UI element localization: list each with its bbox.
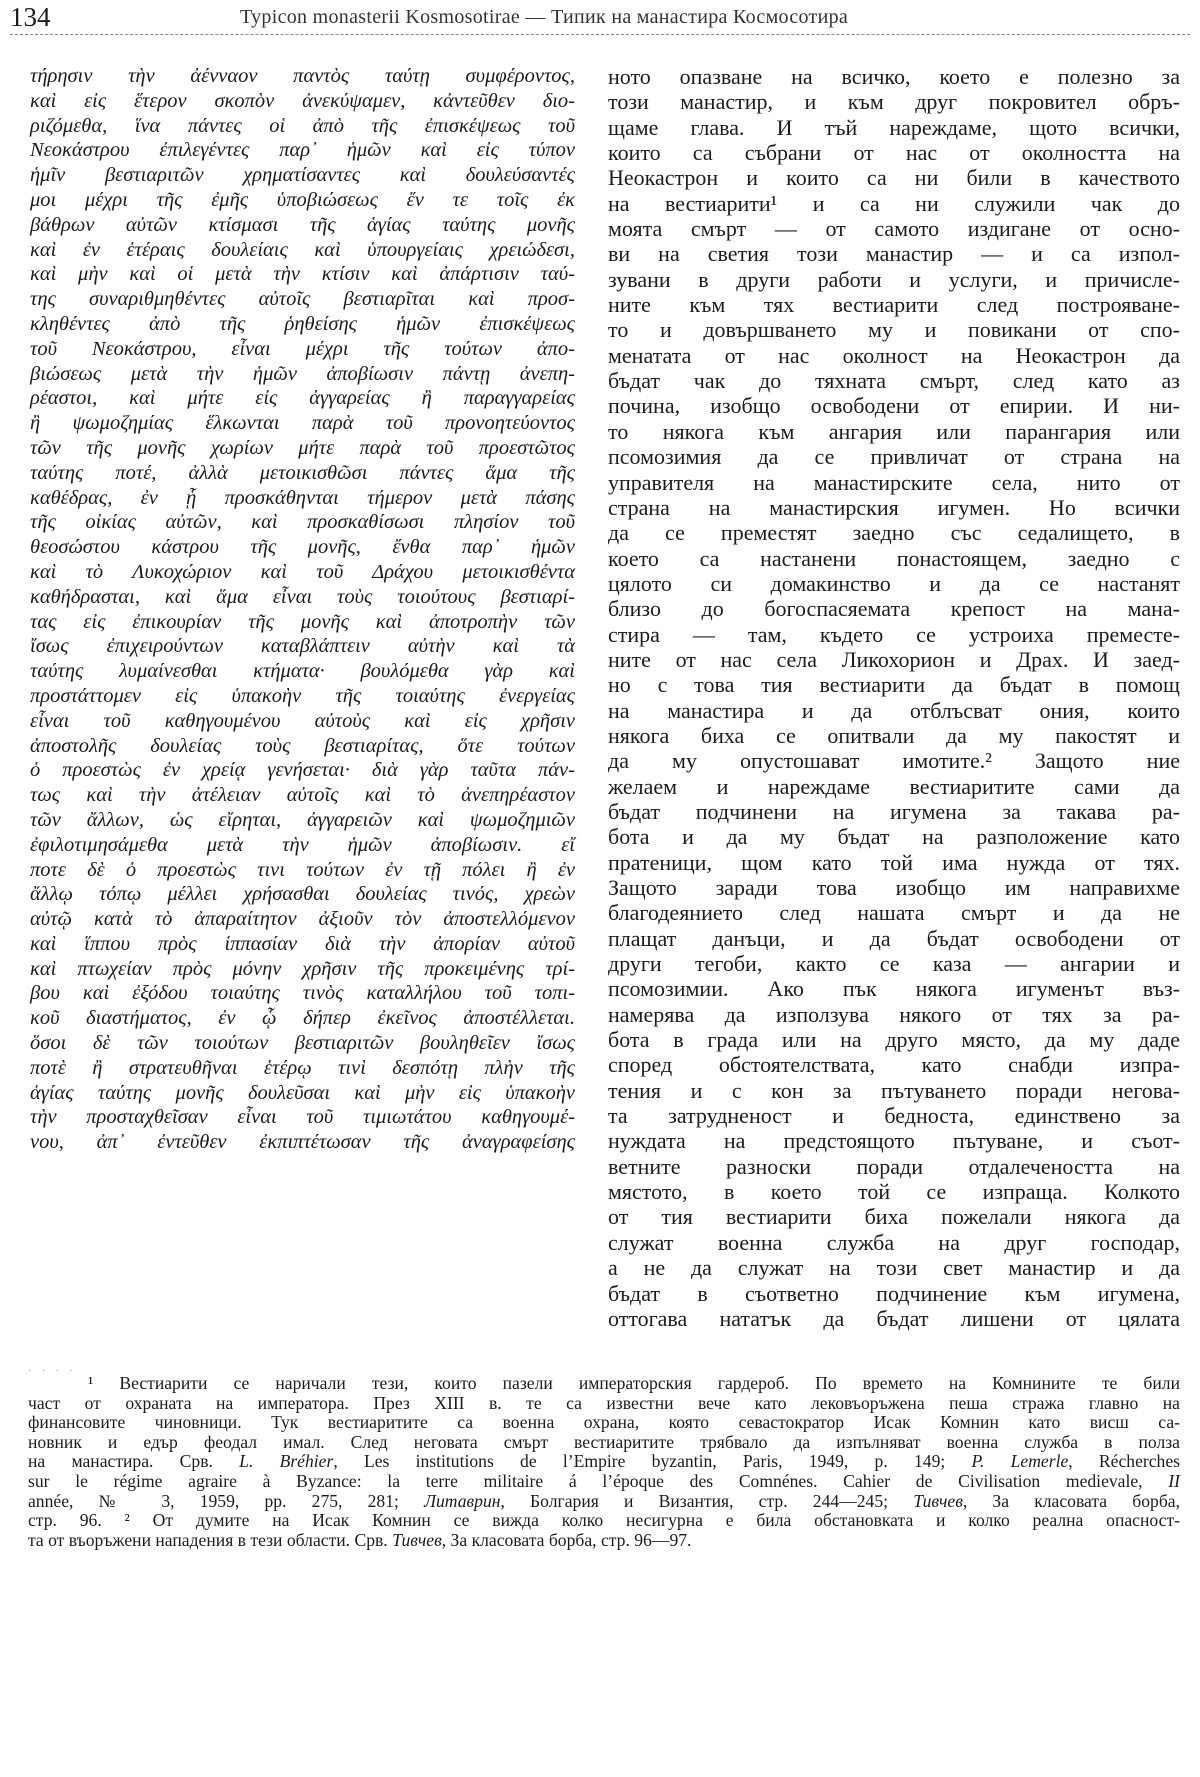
footnotes: [28, 1374, 1180, 1550]
text-line: бъдат чак до тяхната смърт, след като аз: [608, 368, 1180, 394]
text-line: ви на светия този манастир — и са изпол-: [608, 241, 1180, 267]
text-line: някога биха се опитвали да му пакостят и: [608, 722, 1180, 748]
bulgarian-translation-column: [608, 64, 1180, 1331]
text-line: ἁγίας ταύτης μονῆς δουλεῦσαι καὶ μὴν εἰς ὑπακοὴν: [30, 1081, 575, 1104]
text-line: τως καὶ τὴν ἀτέλειαν αὐτοῖς καὶ τὸ ἀνεπηρέαστον: [30, 784, 575, 807]
footnote-line: [28, 1433, 1180, 1453]
text-line: благодеянието след нашата смърт и да не: [608, 900, 1180, 926]
greek-text-column: [30, 64, 575, 1155]
text-line: τῶν ἄλλων, ὡς εἴρηται, ἀγγαρειῶν καὶ ψωμοζημιῶν: [30, 808, 575, 831]
text-line: други тегоби, както се каза — ангарии и: [608, 951, 1180, 977]
text-line: θεοσώστου κάστρου τῆς μονῆς, ἔνθα παρ᾽ ἡμῶν: [30, 536, 575, 559]
text-line: ното опазване на всичко, което е полезно за: [608, 64, 1180, 89]
footnote-italic-citation: P. Lemerle: [971, 1451, 1069, 1472]
text-line: μοι μέχρι τῆς ἐμῆς ὑποβιώσεως ἔν τε τοῖς ἐκ: [30, 188, 575, 211]
text-line: βιώσεως μετὰ τὴν ἡμῶν ἀποβίωσιν πάντῃ ἀνεπη-: [30, 362, 575, 385]
text-line: псомозимия да се привличат от страна на: [608, 444, 1180, 470]
text-line: служат военна служба на друг господар,: [608, 1229, 1180, 1255]
footnote-text: финансовите чиновници. Тук вестиаритите са военна охрана, която севастократор Исак Комнин като висш са-: [28, 1412, 1180, 1433]
text-line: бота и да му бъдат на разположение като: [608, 824, 1180, 850]
page-number: 134: [10, 2, 51, 32]
text-line: ρέαστοι, καὶ μήτε εἰς ἀγγαρείας ἢ παραγγαρείας: [30, 387, 575, 410]
text-line: но с това тия вестиарити да бъдат в помощ: [608, 672, 1180, 698]
footnote-text: стр. 96. ² От думите на Исак Комнин се вижда колко несигурна е била обстановката и колко реална опасност-: [28, 1510, 1180, 1531]
text-line: καὶ ἐν ἑτέραις δουλείαις καὶ ὑπουργείαις χρειώδεσι,: [30, 238, 575, 261]
text-line: то някога към ангария или парангария или: [608, 418, 1180, 444]
text-line: βάθρων αὐτῶν κτίσμασι τῆς ἁγίας ταύτης μονῆς: [30, 213, 575, 236]
text-line: да се преместят заедно със седалището, в: [608, 520, 1180, 546]
footnote-line: [28, 1511, 1180, 1531]
text-line: ἄλλῳ τόπῳ μέλλει χρήσασθαι δουλείας τινός, χρεὼν: [30, 883, 575, 906]
footnote-separator: · · · ·: [28, 1366, 77, 1377]
footnote-italic-citation: Литаврин: [424, 1490, 501, 1511]
text-line: на вестиарити¹ и са ни служили чак до: [608, 190, 1180, 216]
footnote-text: , За класовата борба,: [962, 1490, 1180, 1511]
footnote-line: [28, 1452, 1180, 1472]
text-line: καὶ ἵππου πρὸς ἱππασίαν διὰ τὴν ἀπορίαν αὐτοῦ: [30, 932, 575, 955]
footnote-italic-citation: II: [1168, 1470, 1180, 1491]
text-line: καὶ πτωχείαν πρὸς μόνην χρῆσιν τῆς προκειμένης τρί-: [30, 957, 575, 980]
text-line: което са настанени понастоящем, заедно с: [608, 545, 1180, 571]
text-line: цялото си домакинство и да се настанят: [608, 570, 1180, 596]
header-rule: [10, 34, 1190, 35]
text-line: ἴσως ἐπιχειρούντων καταβλάπτειν αὐτὴν καὶ τὰ: [30, 635, 575, 658]
text-line: καθέδρας, ἐν ᾗ προσκάθηνται τήμερον μετὰ πάσης: [30, 486, 575, 509]
text-line: ἀποστολῆς δουλείας τοὺς βεστιαρίτας, ὅτε τούτων: [30, 734, 575, 757]
footnote-line: [28, 1472, 1180, 1492]
text-line: ните към тях вестиарити след построяване-: [608, 292, 1180, 318]
text-line: щаме глава. И тъй нареждаме, щото всички,: [608, 114, 1180, 140]
text-line: страна на манастирския игумен. Но всички: [608, 494, 1180, 520]
text-line: тения и с кон за пътуването поради негова-: [608, 1077, 1180, 1103]
footnote-italic-citation: Тивчев: [392, 1529, 442, 1550]
text-line: βου καὶ ἐξόδου τοιαύτης τινὸς καταλλήλου τοῦ τοπι-: [30, 982, 575, 1005]
text-line: καὶ εἰς ἕτερον σκοπὸν ἀνεκύψαμεν, κἀντεῦθεν διο-: [30, 89, 575, 112]
footnote-line: [28, 1492, 1180, 1512]
text-line: καὶ τὸ Λυκοχώριον καὶ τοῦ Δράχου μετοικισθέντα: [30, 560, 575, 583]
text-line: νου, ἀπ᾽ ἐντεῦθεν ἐκπιπτέτωσαν τῆς ἀναγραφείσης: [30, 1131, 575, 1154]
text-line: της συναριθμηθέντες αὐτοῖς βεστιαρῖται καὶ προσ-: [30, 288, 575, 311]
text-line: пратеници, щом като той има нужда от тях.: [608, 849, 1180, 875]
footnote-text: , Les institutions de l’Empire byzantin, Paris, 1949, p. 149;: [333, 1451, 972, 1472]
text-line: ὅσοι δὲ τῶν τοιούτων βεστιαριτῶν βουληθεῖεν ἴσως: [30, 1032, 575, 1055]
text-line: ὁ προεστὼς ἐν χρείᾳ γενήσεται· διὰ γὰρ ταῦτα πάν-: [30, 759, 575, 782]
text-line: ветните разноски поради отдалечеността на: [608, 1153, 1180, 1179]
footnote-text: част от охраната на императора. През XIII в. те са известни вече като лековъоръжена пеша стража главно на: [28, 1392, 1180, 1413]
text-line: стира — там, където се устроиха преместе-: [608, 621, 1180, 647]
text-line: καὶ μὴν καὶ οἱ μετὰ τὴν κτίσιν καὶ ἀπάρτισιν ταύ-: [30, 263, 575, 286]
footnote-text: на манастира. Срв.: [28, 1451, 240, 1472]
text-line: εἶναι τοῦ καθηγουμένου αὐτοὺς καὶ εἰς χρῆσιν: [30, 709, 575, 732]
text-line: желаем и нареждаме вестиаритите сами да: [608, 773, 1180, 799]
text-line: да му опустошават имотите.² Защото ние: [608, 748, 1180, 774]
footnote-line: [28, 1413, 1180, 1433]
text-line: близо до богоспасяемата крепост на мана-: [608, 596, 1180, 622]
text-line: нуждата на предстоящото пътуване, и съот-: [608, 1128, 1180, 1154]
text-line: моята смърт — от самото издигане от осно-: [608, 216, 1180, 242]
footnote-line: [28, 1531, 1180, 1551]
text-line: τῆς οἰκίας αὐτῶν, καὶ προσκαθίσωσι πλησίον τοῦ: [30, 511, 575, 534]
text-line: ἢ ψωμοζημίας ἕλκωνται παρὰ τοῦ προνοητεύοντος: [30, 412, 575, 435]
text-line: καθήδρασται, καὶ ἅμα εἶναι τοὺς τοιούτους βεστιαρί-: [30, 585, 575, 608]
footnote-text: année, № 3, 1959, pp. 275, 281;: [28, 1490, 425, 1511]
text-line: на манастира и да отблъсват ония, които: [608, 697, 1180, 723]
text-line: то и довършването му и повикани от спо-: [608, 317, 1180, 343]
text-line: τὴν προσταχθεῖσαν εἶναι τοῦ τιμιωτάτου καθηγουμέ-: [30, 1106, 575, 1129]
running-title: Typicon monasterii Kosmosotirae — Типик на манастира Космосотира: [240, 6, 849, 28]
text-line: намерява да използува някого от тях за ра-: [608, 1001, 1180, 1027]
text-line: които са събрани от нас от околността на: [608, 140, 1180, 166]
footnote-text: та от въоръжени нападения в тези области. Срв.: [28, 1529, 393, 1550]
text-line: αὐτῷ κατὰ τὸ ἀπαραίτητον ἀξιοῦν τὸν ἀποστελλόμενον: [30, 908, 575, 931]
text-line: ἡμῖν βεστιαριτῶν χρηματίσαντες καὶ δουλεύσαντές: [30, 164, 575, 187]
text-line: псомозимии. Ако пък някога игуменът въз-: [608, 976, 1180, 1002]
text-line: бота в града или на друго място, да му даде: [608, 1027, 1180, 1053]
footnote-italic-citation: L. Bréhier: [239, 1451, 334, 1472]
footnote-text: новник и едър феодал имал. След неговата смърт вестиаритите трябвало да изпълняват военна служба в полза: [28, 1431, 1180, 1452]
text-line: зувани в други работи и услуги, и причисле-: [608, 266, 1180, 292]
footnote-text: , Récherches: [1068, 1451, 1180, 1472]
text-line: κληθέντες ἀπὸ τῆς ῥηθείσης ἡμῶν ἐπισκέψεως: [30, 312, 575, 335]
text-line: ните от нас села Ликохорион и Драх. И заед-: [608, 646, 1180, 672]
text-line: та затрудненост и бедноста, единствено за: [608, 1103, 1180, 1129]
footnote-text: ¹ Вестиарити се наричали тези, които пазели императорския гардероб. По времето на Комнините те били: [88, 1373, 1180, 1393]
text-line: τας εἰς ἐπικουρίαν τῆς μονῆς καὶ ἀποτροπὴν τῶν: [30, 610, 575, 633]
footnote-line: [28, 1374, 1180, 1394]
text-line: κοῦ διαστήματος, ἐν ᾧ δήπερ ἐκεῖνος ἀποστέλλεται.: [30, 1007, 575, 1030]
footnote-text: , За класовата борба, стр. 96—97.: [441, 1529, 692, 1550]
text-line: управителя на манастирските села, нито от: [608, 469, 1180, 495]
text-line: Защото заради това изобщо им направихме: [608, 875, 1180, 900]
footnote-italic-citation: Тивчев: [913, 1490, 963, 1511]
text-line: от тия вестиарити биха пожелали някога да: [608, 1204, 1180, 1230]
text-line: ταύτης λυμαίνεσθαι κτήματα· βουλόμεθα γὰρ καὶ: [30, 660, 575, 683]
text-line: според обстоятелствата, като снабди изпра-: [608, 1052, 1180, 1078]
text-line: този манастир, и към друг покровител обръ-: [608, 89, 1180, 115]
text-line: а не да служат на този свет манастир и да: [608, 1255, 1180, 1281]
text-line: τῶν τῆς μονῆς χωρίων μήτε παρὰ τοῦ προεστῶτος: [30, 436, 575, 459]
text-line: оттогава нататък да бъдат лишени от цялата: [608, 1305, 1180, 1331]
text-line: προστάττομεν εἰς ὑπακοὴν τῆς τοιαύτης ἐνεργείας: [30, 684, 575, 707]
text-line: менатата от нас околност на Неокастрон да: [608, 342, 1180, 368]
footnote-line: [28, 1394, 1180, 1414]
text-line: ριζόμεθα, ἵνα πάντες οἱ ἀπὸ τῆς ἐπισκέψεως τοῦ: [30, 114, 575, 137]
footnote-text: sur le régime agraire à Byzance: la terre militaire á l’époque des Comnénes. Cahier de Civilisation medievale,: [28, 1470, 1169, 1491]
text-line: бъдат подчинени на игумена за такава ра-: [608, 798, 1180, 824]
text-line: ποτε δὲ ὁ προεστὼς τινι τούτων ἐν τῇ πόλει ἢ ἐν: [30, 858, 575, 881]
text-line: Νεοκάστρου ἐπιλεγέντες παρ᾽ ἡμῶν καὶ εἰς τύπον: [30, 139, 575, 162]
text-line: бъдат в съответно подчинение към игумена,: [608, 1280, 1180, 1306]
text-line: Неокастрон и които са ни били в качеството: [608, 165, 1180, 191]
text-line: τοῦ Νεοκάστρου, εἶναι μέχρι τῆς τούτων ἀπο-: [30, 337, 575, 360]
text-line: почина, изобщо освободени от епирии. И ни-: [608, 393, 1180, 419]
text-line: ποτὲ ἢ στρατευθῆναι ἑτέρῳ τινὶ δεσπότῃ πλὴν τῆς: [30, 1056, 575, 1079]
text-line: ταύτης ποτέ, ἀλλὰ μετοικισθῶσι πάντες ἅμα τῆς: [30, 461, 575, 484]
text-line: τήρησιν τὴν ἀένναον παντὸς ταύτῃ συμφέροντος,: [30, 65, 575, 87]
text-line: плащат данъци, и да бъдат освободени от: [608, 925, 1180, 951]
footnote-text: , Болгария и Византия, стр. 244—245;: [500, 1490, 914, 1511]
text-line: ἐφιλοτιμησάμεθα μετὰ τὴν ἡμῶν ἀποβίωσιν. εἴ: [30, 833, 575, 856]
text-line: мястото, в което той се изпраща. Колкото: [608, 1179, 1180, 1205]
